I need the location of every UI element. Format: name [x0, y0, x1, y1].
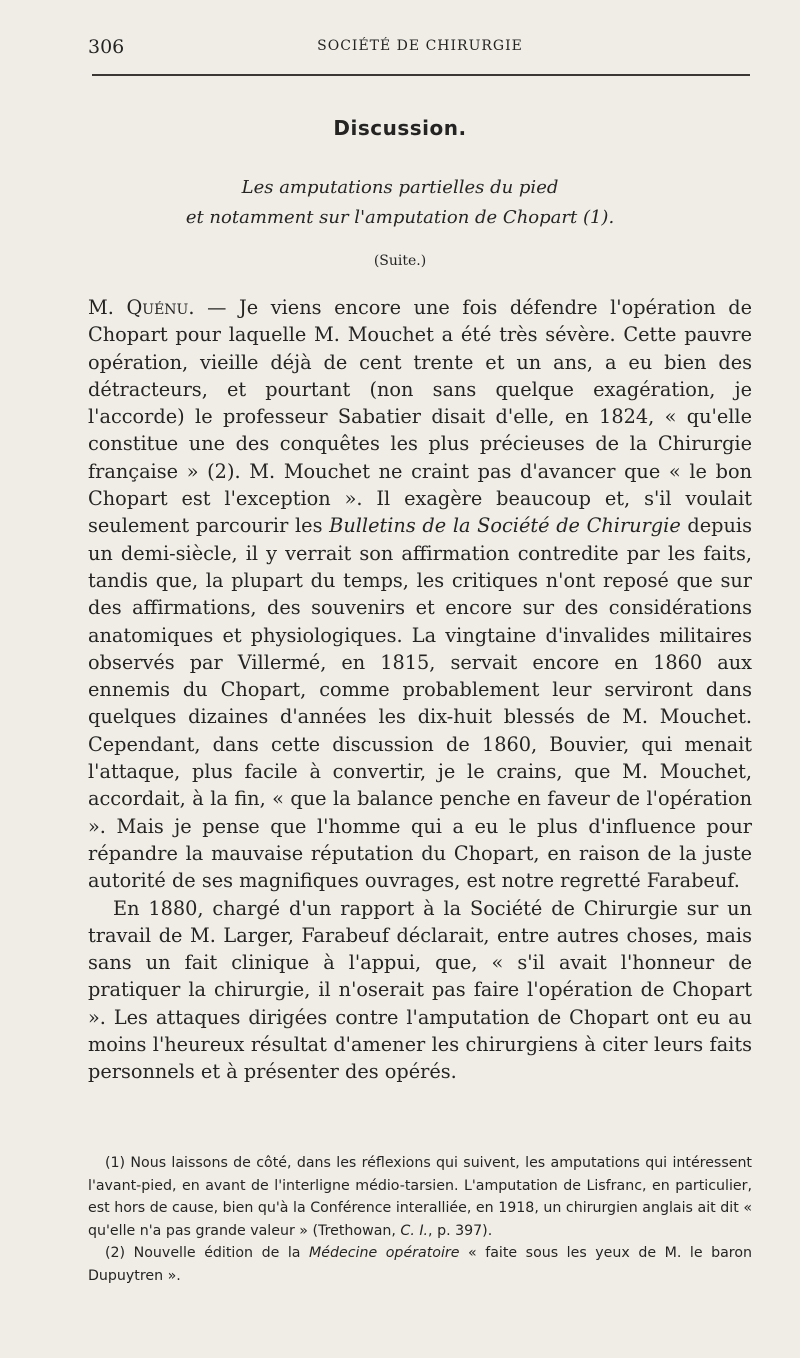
paragraph-1-part-b: depuis un demi-siècle, il y verrait son affirmation contredite par les faits, tandis que, la plupart du temps, les critiques n'ont reposé que sur des affirmations, des souvenirs et encore sur des considérations anatomiques et physiologiques. La vingtaine d'invalides militaires observés par Villermé, en 1815, servait encore en 1860 aux ennemis du Chopart, comme probablement leur serviront dans quelques dizaines d'années les dix-huit blessés de M. Mouchet. Cependant, dans cette discussion de 1860, Bouvier, qui menait l'attaque, plus facile à convertir, je le crains, que M. Mouchet, accordait, à la fin, « que la balance penche en faveur de l'opération ». Mais je pense que l'homme qui a eu le plus d'influence pour répandre la mauvaise réputation du Chopart, en raison de la juste autorité de ses magnifiques ouvrages, est notre regretté Farabeuf.	[88, 514, 752, 893]
journal-title: SOCIÉTÉ DE CHIRURGIE	[317, 38, 523, 54]
article-title-line-1: Les amputations partielles du pied	[241, 177, 559, 198]
footnote-1	[88, 1152, 752, 1242]
continued-label: (Suite.)	[373, 253, 427, 269]
footnote-2-part-a: (2) Nouvelle édition de la	[105, 1245, 310, 1262]
footnote-2-part-b: « faite sous les yeux de M. le baron Dupuytren ».	[88, 1245, 752, 1284]
speaker-name: Quénu	[126, 296, 189, 319]
speaker-prefix: M.	[88, 296, 127, 319]
footnote-1-part-a: (1) Nous laissons de côté, dans les réflexions qui suivent, les amputations qui intéressent l'avant-pied, en avant de l'interligne médio-tarsien. L'amputation de Lisfranc, en particulier, est hors de cause, bien qu'à la Conférence interalliée, en 1918, un chirurgien anglais ait dit « qu'elle n'a pas grande valeur » (Trethowan,	[88, 1155, 752, 1239]
page-number: 306	[88, 36, 125, 58]
footnote-1-part-b: , p. 397).	[428, 1222, 493, 1239]
body-text	[88, 294, 752, 1086]
footnote-2	[88, 1242, 752, 1287]
header-rule	[92, 74, 750, 76]
footnote-1-citation: C. I.	[400, 1222, 429, 1239]
footnotes	[88, 1152, 752, 1288]
paragraph-1	[88, 294, 752, 895]
footnote-2-work-title: Médecine opératoire	[309, 1245, 460, 1262]
section-title: Discussion.	[333, 116, 467, 140]
running-head	[88, 36, 752, 60]
paragraph-1-part-a: . — Je viens encore une fois défendre l'opération de Chopart pour laquelle M. Mouchet a été très sévère. Cette pauvre opération, vieille déjà de cent trente et un ans, a eu bien des détracteurs, et pourtant (non sans quelque exagération, je l'accorde) le professeur Sabatier disait d'elle, en 1824, « qu'elle constitue une des conquêtes les plus précieuses de la Chirurgie française » (2). M. Mouchet ne craint pas d'avancer que « le bon Chopart est l'exception ». Il exagère beaucoup et, s'il voulait seulement parcourir les	[88, 296, 752, 538]
paragraph-2: En 1880, chargé d'un rapport à la Société de Chirurgie sur un travail de M. Larger, Farabeuf déclarait, entre autres choses, mais sans un fait clinique à l'appui, que, « s'il avait l'honneur de pratiquer la chirurgie, il n'oserait pas faire l'opération de Chopart ». Les attaques dirigées contre l'amputation de Chopart ont eu au moins l'heureux résultat d'amener les chirurgiens à citer leurs faits personnels et à présenter des opérés.	[88, 896, 752, 1084]
article-title-line-2: et notamment sur l'amputation de Chopart (1).	[185, 207, 615, 228]
bulletins-title: Bulletins de la Société de Chirurgie	[329, 514, 681, 538]
